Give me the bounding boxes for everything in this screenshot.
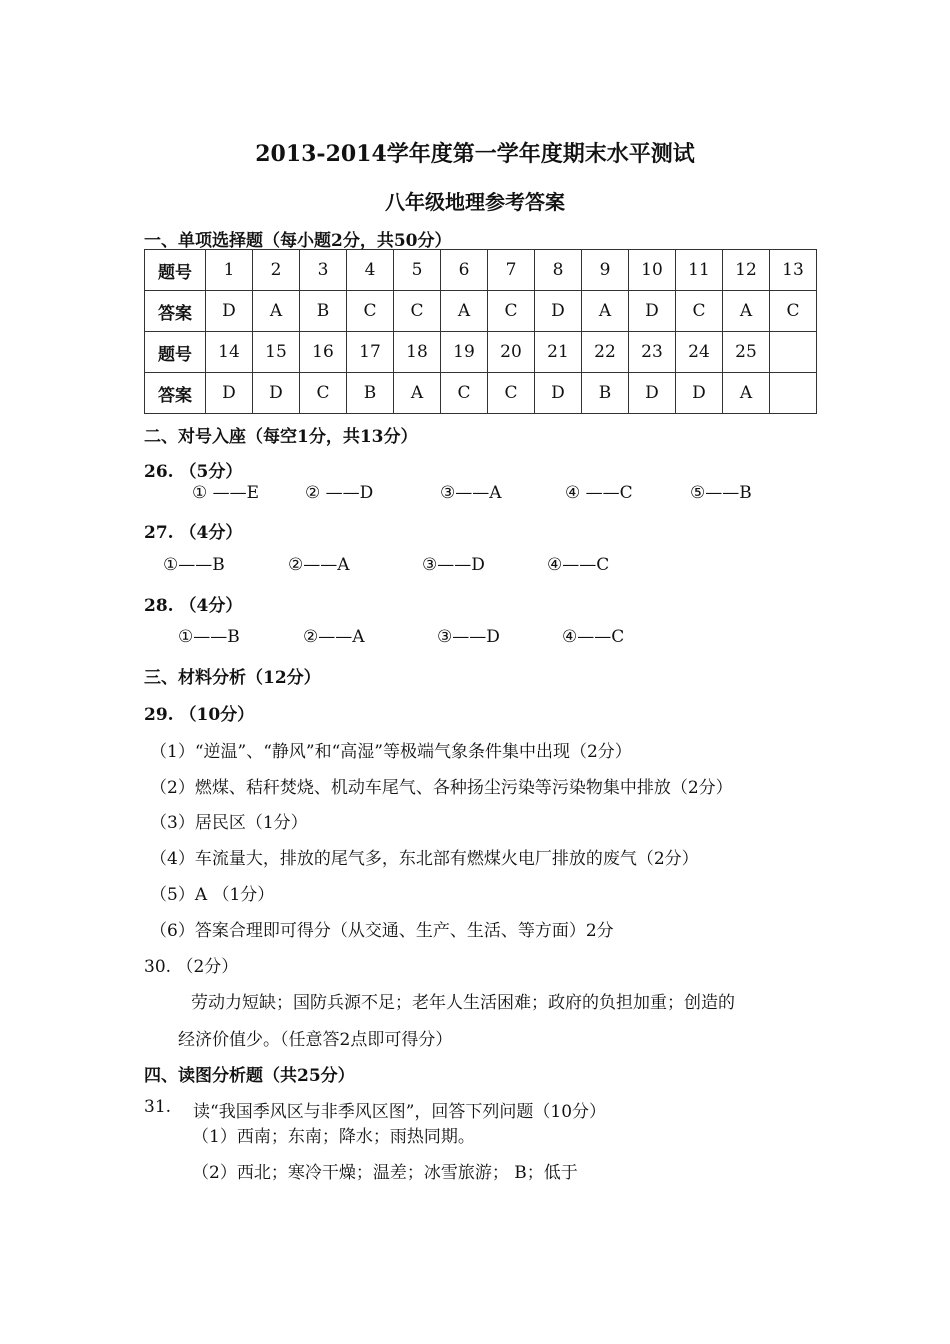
answer-cell: A: [582, 291, 629, 332]
answer-cell: D: [676, 373, 723, 414]
question-number-cell: 22: [582, 332, 629, 373]
q28-item: ①——B: [178, 627, 240, 647]
answer-cell: C: [676, 291, 723, 332]
q29-answer: （2）燃煤、秸秆焚烧、机动车尾气、各种扬尘污染等污染物集中排放（2分）: [150, 778, 733, 798]
question-number-cell: 4: [347, 250, 394, 291]
answer-cell: B: [300, 291, 347, 332]
answer-row: [145, 291, 817, 332]
question-number-cell: 10: [629, 250, 676, 291]
q27-label: 27. （4分）: [144, 523, 243, 543]
answer-cell: A: [253, 291, 300, 332]
q31-answer: （1）西南；东南；降水；雨热同期。: [192, 1127, 475, 1147]
q27-item: ②——A: [288, 555, 350, 575]
section1-heading: 一、单项选择题（每小题2分，共50分）: [144, 231, 452, 251]
q30-answer-line1: 劳动力短缺；国防兵源不足；老年人生活困难；政府的负担加重；创造的: [191, 993, 735, 1013]
q29-answer: （3）居民区（1分）: [150, 813, 308, 833]
question-number-cell: 14: [206, 332, 253, 373]
question-number-cell: 11: [676, 250, 723, 291]
page-title: 2013-2014学年度第一学年度期末水平测试: [255, 141, 695, 167]
row-label: 答案: [145, 373, 206, 414]
answer-cell: D: [629, 373, 676, 414]
question-number-cell: [770, 332, 817, 373]
q29-answer: （5）A （1分）: [150, 885, 275, 905]
answer-cell: A: [394, 373, 441, 414]
answer-cell: A: [723, 373, 770, 414]
q29-answer: （4）车流量大，排放的尾气多，东北部有燃煤火电厂排放的废气（2分）: [150, 849, 699, 869]
q30-answer-line2: 经济价值少。（任意答2点即可得分）: [178, 1030, 453, 1050]
q28-item: ③——D: [437, 627, 500, 647]
answer-cell: A: [441, 291, 488, 332]
q31-label: 31.: [144, 1097, 172, 1117]
q29-answer: （1）“逆温”、“静风”和“高湿”等极端气象条件集中出现（2分）: [150, 742, 632, 762]
section4-heading: 四、读图分析题（共25分）: [144, 1066, 355, 1086]
q26-item: ① ——E: [192, 483, 260, 503]
question-number-cell: 19: [441, 332, 488, 373]
question-number-cell: 9: [582, 250, 629, 291]
row-label: 答案: [145, 291, 206, 332]
answer-cell: D: [535, 291, 582, 332]
answer-cell: D: [535, 373, 582, 414]
answer-cell: C: [347, 291, 394, 332]
question-number-cell: 1: [206, 250, 253, 291]
q27-item: ③——D: [422, 555, 485, 575]
answer-table: [144, 249, 817, 414]
answer-cell: C: [770, 291, 817, 332]
question-number-cell: 5: [394, 250, 441, 291]
page-subtitle: 八年级地理参考答案: [385, 190, 565, 214]
row-label: 题号: [145, 250, 206, 291]
q29-answer: （6）答案合理即可得分（从交通、生产、生活、等方面）2分: [150, 921, 614, 941]
answer-cell: A: [723, 291, 770, 332]
question-number-cell: 2: [253, 250, 300, 291]
answer-cell: C: [488, 373, 535, 414]
answer-cell: C: [300, 373, 347, 414]
q30-label: 30. （2分）: [144, 957, 239, 977]
question-number-cell: 15: [253, 332, 300, 373]
q28-item: ④——C: [562, 627, 625, 647]
question-number-cell: 20: [488, 332, 535, 373]
question-number-cell: 13: [770, 250, 817, 291]
q26-item: ④ ——C: [565, 483, 633, 503]
q26-item: ② ——D: [305, 483, 374, 503]
question-number-row: [145, 250, 817, 291]
question-number-cell: 17: [347, 332, 394, 373]
answer-cell: D: [253, 373, 300, 414]
q31-answer: （2）西北；寒冷干燥；温差；冰雪旅游； B；低于: [192, 1163, 578, 1183]
q26-label: 26. （5分）: [144, 462, 243, 482]
q28-label: 28. （4分）: [144, 596, 243, 616]
answer-cell: C: [488, 291, 535, 332]
question-number-cell: 25: [723, 332, 770, 373]
q28-item: ②——A: [303, 627, 365, 647]
question-number-cell: 18: [394, 332, 441, 373]
answer-cell: C: [394, 291, 441, 332]
section2-heading: 二、对号入座（每空1分，共13分）: [144, 427, 418, 447]
question-number-cell: 8: [535, 250, 582, 291]
answer-cell: B: [582, 373, 629, 414]
q27-item: ①——B: [163, 555, 225, 575]
answer-cell: B: [347, 373, 394, 414]
question-number-cell: 23: [629, 332, 676, 373]
question-number-cell: 7: [488, 250, 535, 291]
answer-cell: D: [206, 373, 253, 414]
answer-cell: D: [629, 291, 676, 332]
question-number-cell: 6: [441, 250, 488, 291]
question-number-cell: 24: [676, 332, 723, 373]
q27-item: ④——C: [547, 555, 610, 575]
q26-item: ③——A: [440, 483, 502, 503]
answer-cell: D: [206, 291, 253, 332]
row-label: 题号: [145, 332, 206, 373]
answer-cell: [770, 373, 817, 414]
question-number-cell: 3: [300, 250, 347, 291]
question-number-row: [145, 332, 817, 373]
answer-row: [145, 373, 817, 414]
q29-label: 29. （10分）: [144, 705, 255, 725]
answer-cell: C: [441, 373, 488, 414]
q26-item: ⑤——B: [690, 483, 752, 503]
question-number-cell: 16: [300, 332, 347, 373]
q31-question: 读“我国季风区与非季风区图”，回答下列问题（10分）: [193, 1102, 607, 1122]
question-number-cell: 12: [723, 250, 770, 291]
question-number-cell: 21: [535, 332, 582, 373]
section3-heading: 三、材料分析（12分）: [144, 668, 321, 688]
